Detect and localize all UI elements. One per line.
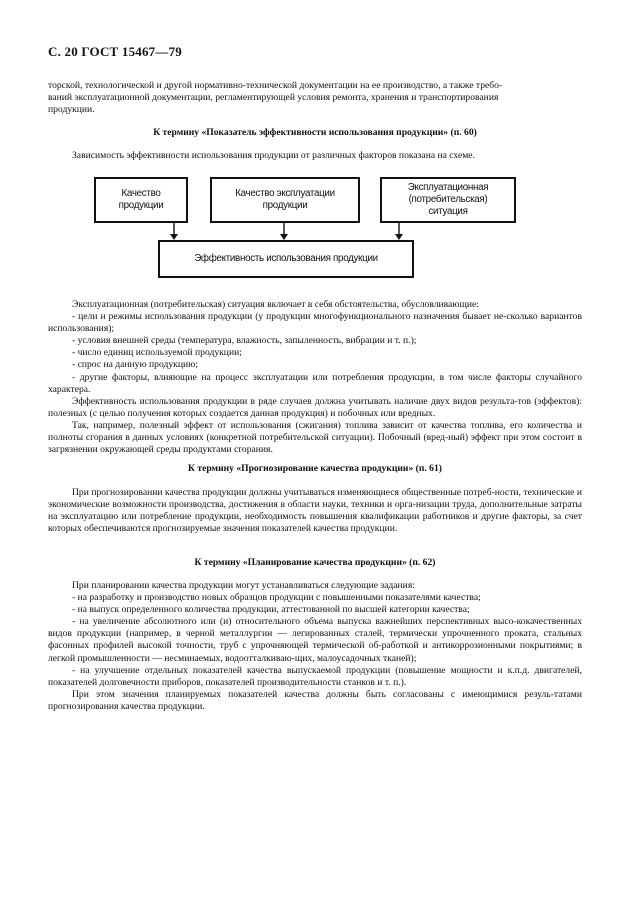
body-paragraph: Так, например, полезный эффект от использования (сжигания) топлива зависит от качества топлива, его количества и полноты сгорания в данных условиях (конкретной потребительской ситуации). Побочный (вред-ный) эффект при этом состоит в загрязнении окружающей среды продуктами сгорания.: [48, 419, 582, 456]
body-paragraph: При этом значения планируемых показателей качества должны быть согласованы с имеющимися резуль-татами прогнозирования качества продукции.: [48, 688, 582, 712]
diagram-lead-text: Зависимость эффективности использования продукции от различных факторов показана на схеме.: [72, 150, 475, 161]
body-paragraph: - спрос на данную продукцию;: [72, 359, 198, 371]
box-quality-line2: продукции: [118, 200, 164, 211]
box-operation-line2: продукции: [262, 200, 308, 211]
body-paragraph: Эффективность использования продукции в ряде случаев должна учитывать наличие двух видов результа-тов (эффектов): полезных (с целью получения которых создается данная продукция) и побочных или вредных.: [48, 395, 582, 419]
section-62-body: [48, 580, 582, 713]
page-header: С. 20 ГОСТ 15467—79: [48, 44, 182, 59]
section-61-heading: К термину «Прогнозирование качества продукции» (п. 61): [188, 463, 442, 474]
body-paragraph: - число единиц используемой продукции;: [72, 347, 242, 359]
box-quality-line1: Качество: [121, 188, 161, 199]
section-61-body: [48, 487, 582, 535]
section-62-heading: К термину «Планирование качества продукции» (п. 62): [194, 557, 436, 568]
body-paragraph: - условия внешней среды (температура, влажность, запыленность, вибрации и т. п.);: [72, 335, 417, 347]
body-paragraph: - на выпуск определенного количества продукции, аттестованной по высшей категории качества;: [72, 604, 470, 616]
body-paragraph: Эксплуатационная (потребительская) ситуация включает в себя обстоятельства, обусловливающие:: [72, 299, 479, 310]
body-paragraph: - на улучшение отдельных показателей качества выпускаемой продукции (повышение мощности и к.п.д. двигателей, показателей долговечности приборов, показателей производительности станков и т. п.).: [48, 664, 582, 688]
intro-line: ваний эксплуатационной документации, регламентирующей условия ремонта, хранения и транспортирования: [48, 92, 499, 104]
section-60-heading: К термину «Показатель эффективности использования продукции» (п. 60): [153, 127, 477, 138]
body-paragraph: - на разработку и производство новых образцов продукции с повышенными показателями качества;: [72, 592, 481, 604]
arrow-situation-head: [395, 234, 403, 240]
box-operation-line1: Качество эксплуатации: [235, 188, 335, 199]
body-paragraph: - на увеличение абсолютного или (и) относительного объема выпуска важнейших перспективных высо-кокачественных видов продукции (например, в черной металлургии — легированных сталей, термически упрочненного проката, стальных фасонных профилей высокой точности, труб с упрочняющей термической об-работкой и антикоррозионными покрытиями; в легкой промышленности — несминаемых, водоотталкиваю-щих, малоусадочных тканей);: [48, 616, 582, 664]
box-situation-line2: (потребительская): [408, 194, 488, 205]
body-paragraph: - цели и режимы использования продукции (у продукции многофункционального назначения бывает не-сколько вариантов использования);: [48, 311, 582, 335]
section-60-body: [48, 299, 582, 456]
box-situation-line3: ситуация: [428, 206, 468, 217]
intro-line: продукции.: [48, 104, 95, 116]
body-paragraph: - другие факторы, влияющие на процесс эксплуатации или потребления продукции, в том числе факторы случайного характера.: [48, 371, 582, 395]
body-paragraph: При прогнозировании качества продукции должны учитываться изменяющиеся общественные потреб-ности, технические и экономические возможности производства, достижения в области науки, техники и орга-низации труда, дополнительные затраты на эксплуатацию или потребление продукции, необходимость повышения квалификации работников и другие факторы, за счет которых обеспечиваются прогнозируемые значения показателей качества продукции.: [48, 487, 582, 535]
arrow-quality-head: [170, 234, 178, 240]
intro-line: торской, технологической и другой нормативно-технической документации на ее производство, а также требо-: [48, 80, 503, 91]
body-paragraph: При планировании качества продукции могут устанавливаться следующие задания:: [72, 580, 415, 591]
arrow-operation-head: [280, 234, 288, 240]
box-result-label: Эффективность использования продукции: [194, 253, 378, 264]
box-situation-line1: Эксплуатационная: [407, 182, 489, 193]
